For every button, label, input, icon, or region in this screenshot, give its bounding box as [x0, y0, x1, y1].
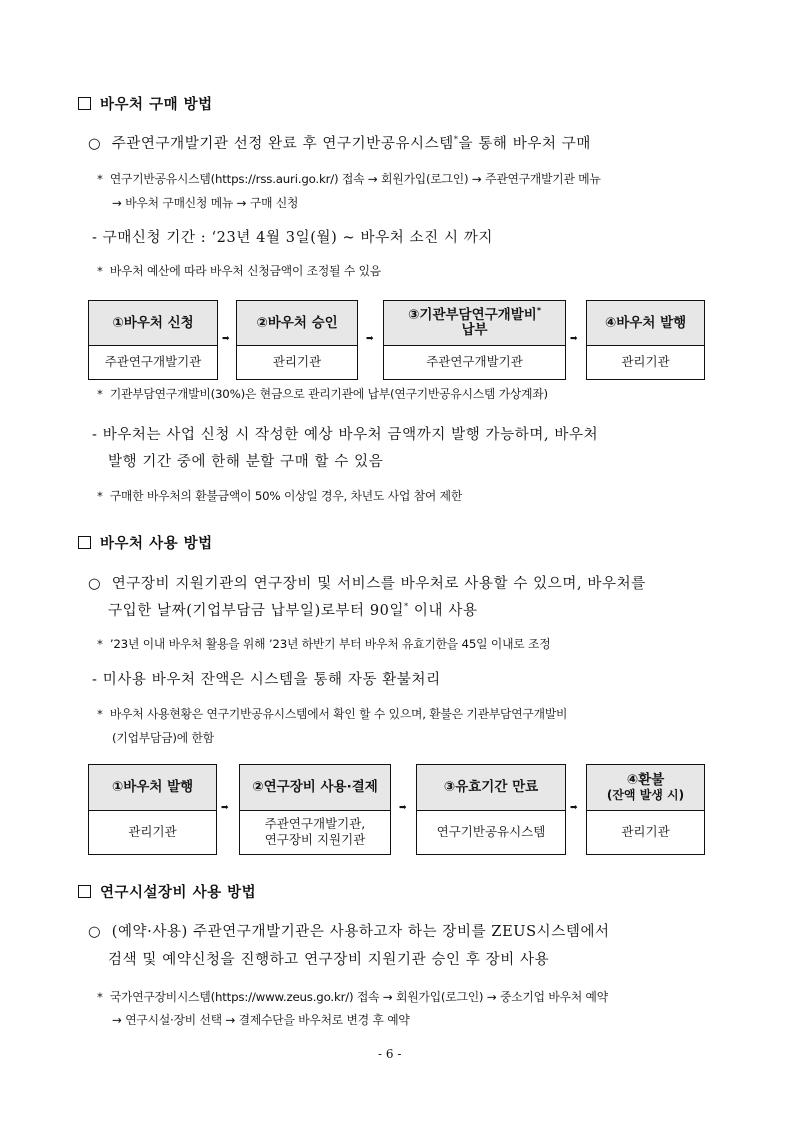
- flow-step-body: 주관연구개발기관, 연구장비 지원기관: [264, 815, 366, 847]
- issuance-rule: - 바우처는 사업 신청 시 작성한 예상 바우처 금액까지 발행 가능하며, 바우처: [92, 427, 599, 443]
- flow-step-title: ①바우처 신청: [89, 301, 217, 346]
- flow-step-title: ④바우처 발행: [587, 301, 704, 346]
- facility-bullet: ○ (예약·사용) 주관연구개발기관은 사용하고자 하는 장비를 ZEUS시스템에서: [88, 924, 610, 940]
- arrow-right-icon: ➡: [399, 803, 407, 813]
- usage-note-status: * 바우처 사용현황은 연구기반공유시스템에서 확인 할 수 있으며, 환불은 기관부담연구개발비: [97, 707, 568, 721]
- usage-bullet: ○ 연구장비 지원기관의 연구장비 및 서비스를 바우처로 사용할 수 있으며, 바우처를: [88, 576, 646, 592]
- usage-bullet-line2: 구입한 날짜(기업부담금 납부일)로부터 90일* 이내 사용: [108, 602, 478, 619]
- flow-step-refund: [586, 764, 705, 855]
- flow-step-voucher-issue: [88, 764, 217, 855]
- flow-step-title: ②연구장비 사용·결제: [240, 765, 390, 811]
- arrow-right-icon: ➡: [570, 334, 578, 344]
- facility-note-steps-line2: → 연구시설·장비 선택 → 결제수단을 바우처로 변경 후 예약: [112, 1013, 410, 1027]
- circle-bullet-icon: ○: [88, 576, 102, 592]
- purchase-note-payment: * 기관부담연구개발비(30%)은 현금으로 관리기관에 납부(연구기반공유시스템 가상계좌): [97, 387, 548, 401]
- flow-step-voucher-approve: [236, 300, 358, 380]
- circle-bullet-icon: ○: [88, 136, 102, 152]
- flow-step-title: ④환불 (잔액 발생 시): [587, 765, 704, 811]
- arrow-right-icon: ➡: [222, 334, 230, 344]
- checkbox-square-icon: [78, 536, 91, 549]
- flow-step-institution-payment: [383, 300, 566, 380]
- purchase-note-steps: * 연구기반공유시스템(https://rss.auri.go.kr/) 접속 → 회원가입(로그인) → 주관연구개발기관 메뉴: [97, 172, 601, 186]
- flow-step-voucher-issue: [586, 300, 705, 380]
- auto-refund-rule: - 미사용 바우처 잔액은 시스템을 통해 자동 환불처리: [92, 672, 441, 688]
- flow-step-title: ②바우처 승인: [237, 301, 357, 346]
- flow-step-expiry: [416, 764, 566, 855]
- flow-step-title: ①바우처 발행: [89, 765, 216, 811]
- usage-note-validity: * ’23년 이내 바우처 활용을 위해 ’23년 하반기 부터 바우처 유효기한을 45일 이내로 조정: [97, 637, 551, 651]
- purchase-bullet: ○ 주관연구개발기관 선정 완료 후 연구기반공유시스템*을 통해 바우처 구매: [88, 135, 591, 152]
- flow-step-body: 주관연구개발기관: [426, 353, 523, 369]
- arrow-right-icon: ➡: [221, 803, 229, 813]
- arrow-right-icon: ➡: [570, 803, 578, 813]
- flow-step-body: 연구기반공유시스템: [436, 823, 546, 839]
- purchase-period: - 구매신청 기간 : ‘23년 4월 3일(월) ~ 바우처 소진 시 까지: [92, 230, 493, 246]
- flow-step-body: 관리기관: [272, 353, 322, 369]
- flow-step-title: ③기관부담연구개발비* 납부: [384, 301, 565, 346]
- purchase-note-steps-line2: → 바우처 구매신청 메뉴 → 구매 신청: [112, 196, 299, 210]
- flow-step-body: 관리기관: [621, 823, 670, 839]
- section-heading-voucher-usage: 바우처 사용 방법: [78, 532, 213, 553]
- flow-step-voucher-apply: [88, 300, 218, 380]
- circle-bullet-icon: ○: [88, 924, 102, 940]
- flow-step-body: 주관연구개발기관: [104, 353, 202, 369]
- usage-note-status-line2: (기업부담금)에 한함: [112, 731, 214, 745]
- flow-step-title: ③유효기간 만료: [417, 765, 565, 811]
- flow-step-body: 관리기관: [128, 823, 177, 839]
- section-heading-facility-usage: 연구시설장비 사용 방법: [78, 881, 256, 902]
- checkbox-square-icon: [78, 97, 91, 110]
- facility-note-steps: * 국가연구장비시스템(https://www.zeus.go.kr/) 접속 → 회원가입(로그인) → 중소기업 바우처 예약: [97, 990, 608, 1004]
- flow-step-equipment-use: [239, 764, 391, 855]
- checkbox-square-icon: [78, 885, 91, 898]
- section-heading-voucher-purchase: 바우처 구매 방법: [78, 93, 213, 114]
- flow-step-body: 관리기관: [621, 353, 670, 369]
- issuance-rule-line2: 발행 기간 중에 한해 분할 구매 할 수 있음: [108, 454, 384, 470]
- arrow-right-icon: ➡: [366, 334, 374, 344]
- page-number: - 6 -: [378, 1047, 402, 1061]
- purchase-note-budget: * 바우처 예산에 따라 바우처 신청금액이 조정될 수 있음: [97, 264, 381, 278]
- facility-bullet-line2: 검색 및 예약신청을 진행하고 연구장비 지원기관 승인 후 장비 사용: [108, 952, 550, 968]
- purchase-note-refund-limit: * 구매한 바우처의 환불금액이 50% 이상일 경우, 차년도 사업 참여 제한: [97, 489, 463, 503]
